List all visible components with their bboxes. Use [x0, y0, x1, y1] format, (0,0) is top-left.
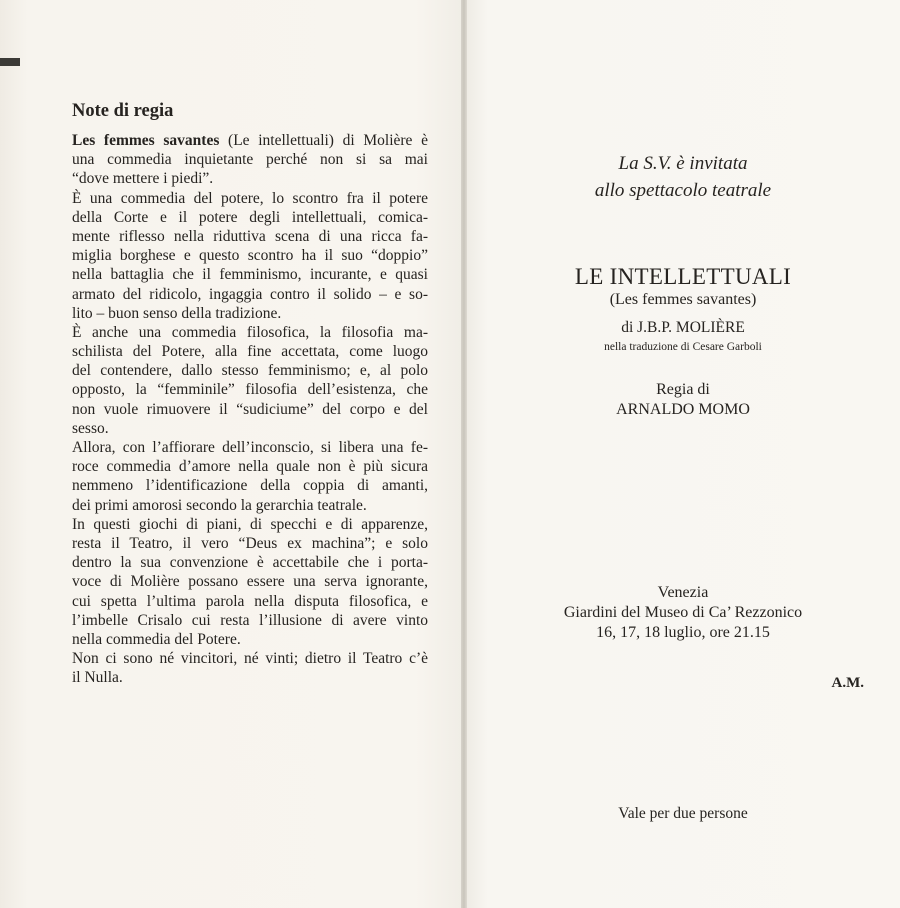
notes-line-text: del contendere, dallo stesso femminismo; e, al polo [72, 362, 428, 380]
director-label: Regia di [656, 381, 710, 398]
page-fold [461, 0, 467, 908]
notes-line [72, 592, 428, 611]
notes-line-text: miglia borghese e questo scontro ha il suo “doppio” [72, 247, 428, 265]
notes-line [72, 342, 428, 361]
venue-city: Venezia [657, 584, 709, 601]
notes-line-text: non vuole rimuovere il “sudiciume” del corpo e del [72, 400, 428, 418]
notes-line [72, 476, 428, 495]
translation-credit: nella traduzione di Cesare Garboli [604, 341, 762, 353]
play-subtitle: (Les femmes savantes) [609, 291, 757, 308]
notes-line-text: (Le intellettuali) di Molière è [219, 132, 428, 149]
notes-line-text: lito – buon senso della tradizione. [72, 304, 282, 322]
notes-line [72, 668, 428, 687]
notes-line [72, 189, 428, 208]
signature: A.M. [831, 675, 864, 691]
notes-line [72, 572, 428, 591]
play-author: di J.B.P. MOLIÈRE [621, 319, 745, 336]
notes-line-text: mente riflesso nella riduttiva scena di una ricca fa- [72, 227, 428, 245]
notes-line [72, 534, 428, 553]
notes-line-text: nella battaglia che il femminismo, incurante, e quasi [72, 266, 428, 284]
notes-line-text: l’imbelle Crisalo cui resta l’illusione di avere vinto [72, 611, 428, 629]
notes-body [72, 131, 428, 687]
notes-line-text: dentro la sua convenzione è accettabile che i porta- [72, 554, 428, 572]
play-title: LE INTELLETTUALI [574, 264, 792, 289]
notes-line-text: È anche una commedia filosofica, la filosofia ma- [72, 323, 428, 341]
notes-line-text: Allora, con l’affiorare dell’inconscio, si libera una fe- [72, 439, 428, 456]
notes-line [72, 457, 428, 476]
notes-line [72, 169, 428, 188]
notes-line [72, 380, 428, 399]
invitation-line-2: allo spettacolo teatrale [594, 180, 772, 201]
notes-line [72, 150, 428, 169]
director-name: ARNALDO MOMO [616, 401, 750, 418]
notes-line [72, 265, 428, 284]
admission-note: Vale per due persone [618, 805, 748, 822]
notes-line-text: In questi giochi di piani, di specchi e di apparenze, [72, 515, 428, 533]
notes-line [72, 649, 428, 668]
notes-line-text: schilista del Potere, alla fine accettata, come luogo [72, 343, 428, 361]
edge-mark [0, 58, 20, 66]
right-page [466, 0, 900, 908]
notes-line-text: voce di Molière possano essere una serva ignorante, [72, 573, 428, 591]
notes-line-text: della Corte e il potere degli intellettuali, comica- [72, 208, 428, 226]
director-credit [466, 380, 900, 420]
notes-line [72, 246, 428, 265]
notes-line-text: roce commedia d’amore nella quale non è più sicura [72, 458, 428, 476]
invitation-line-1: La S.V. è invitata [618, 153, 748, 174]
notes-line [72, 208, 428, 227]
venue-info [466, 583, 900, 643]
notes-line-text: resta il Teatro, il vero “Deus ex machina”; e solo [72, 534, 428, 552]
notes-line [72, 304, 428, 323]
notes-line-text: sesso. [72, 419, 109, 437]
notes-line [72, 553, 428, 572]
notes-line-text: cui spetta l’ultima parola nella disputa filosofica, e [72, 592, 428, 610]
notes-line-text: nella commedia del Potere. [72, 630, 241, 648]
performance-dates: 16, 17, 18 luglio, ore 21.15 [596, 624, 770, 641]
notes-line [72, 361, 428, 380]
notes-line-text: Non ci sono né vincitori, né vinti; dietro il Teatro c’è [72, 650, 428, 668]
notes-line [72, 515, 428, 534]
notes-line-text: “dove mettere i piedi”. [72, 170, 214, 188]
notes-line [72, 285, 428, 304]
notes-line-text: dei primi amorosi secondo la gerarchia teatrale. [72, 496, 367, 514]
invitation-intro [466, 150, 900, 204]
notes-line [72, 400, 428, 419]
notes-line-text: armato del ridicolo, ingaggia contro il solido – e so- [72, 285, 428, 303]
notes-line [72, 419, 428, 438]
notes-line-text: nemmeno l’identificazione della coppia di amanti, [72, 477, 428, 495]
notes-line [72, 323, 428, 342]
notes-line [72, 630, 428, 649]
notes-line [72, 611, 428, 630]
notes-line-text: una commedia inquietante perché non si sa mai [72, 151, 428, 169]
notes-line [72, 227, 428, 246]
notes-line-text: opposto, la “femminile” filosofia dell’esistenza, che [72, 381, 428, 399]
play-title-bold: Les femmes savantes [72, 132, 220, 149]
notes-line-text: il Nulla. [72, 669, 123, 687]
notes-line [72, 496, 428, 515]
notes-line-text: È una commedia del potere, lo scontro fra il potere [72, 189, 428, 207]
venue-name: Giardini del Museo di Ca’ Rezzonico [563, 604, 803, 621]
notes-title: Note di regia [72, 101, 174, 121]
notes-line [72, 438, 428, 457]
notes-line [72, 131, 428, 150]
